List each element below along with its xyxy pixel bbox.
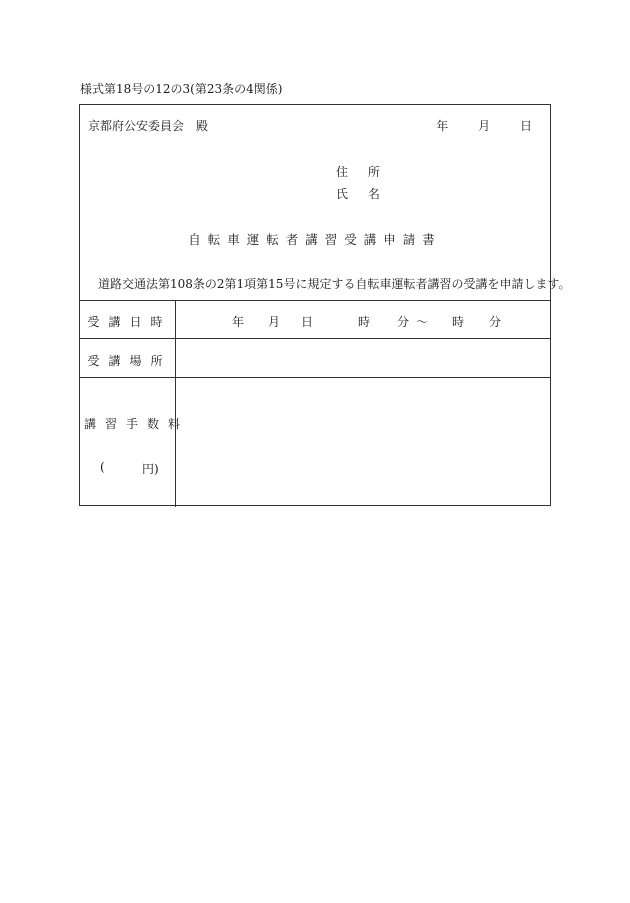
application-form	[79, 104, 571, 506]
form-header	[80, 105, 571, 301]
address-label: 住 所	[336, 165, 388, 179]
course-fee-label-cell	[80, 378, 190, 507]
addressee: 京都府公安委員会 殿	[88, 119, 209, 133]
form-number: 様式第18号の12の3(第23条の4関係)	[80, 82, 283, 96]
date-month-unit: 月	[478, 119, 491, 133]
row-course-place	[80, 339, 550, 378]
datetime-end-minute-unit: 分	[489, 315, 502, 329]
course-place-label-cell	[80, 339, 176, 377]
datetime-start-hour-unit: 時	[358, 315, 371, 329]
datetime-end-hour-unit: 時	[452, 315, 465, 329]
course-datetime-label: 受講日時	[87, 315, 172, 329]
datetime-year-unit: 年	[232, 315, 245, 329]
course-datetime-label-cell	[80, 300, 176, 338]
fee-yen-close: 円)	[142, 462, 159, 476]
application-statement: 道路交通法第108条の2第1項第15号に規定する自転車運転者講習の受講を申請します。	[98, 277, 571, 291]
datetime-day-unit: 日	[301, 315, 314, 329]
course-fee-label: 講習手数料	[84, 417, 190, 431]
course-place-label: 受講場所	[87, 354, 172, 368]
date-year-unit: 年	[436, 119, 449, 133]
name-label: 氏 名	[336, 187, 388, 201]
row-course-datetime	[80, 300, 550, 339]
date-day-unit: 日	[519, 119, 532, 133]
datetime-range-tilde: ～	[416, 315, 429, 329]
datetime-start-minute-unit: 分	[397, 315, 410, 329]
datetime-month-unit: 月	[268, 315, 281, 329]
row-course-fee	[80, 378, 550, 507]
form-title: 自転車運転者講習受講申請書	[188, 232, 442, 247]
application-date	[436, 117, 532, 134]
fee-paren-open: (	[100, 460, 105, 474]
